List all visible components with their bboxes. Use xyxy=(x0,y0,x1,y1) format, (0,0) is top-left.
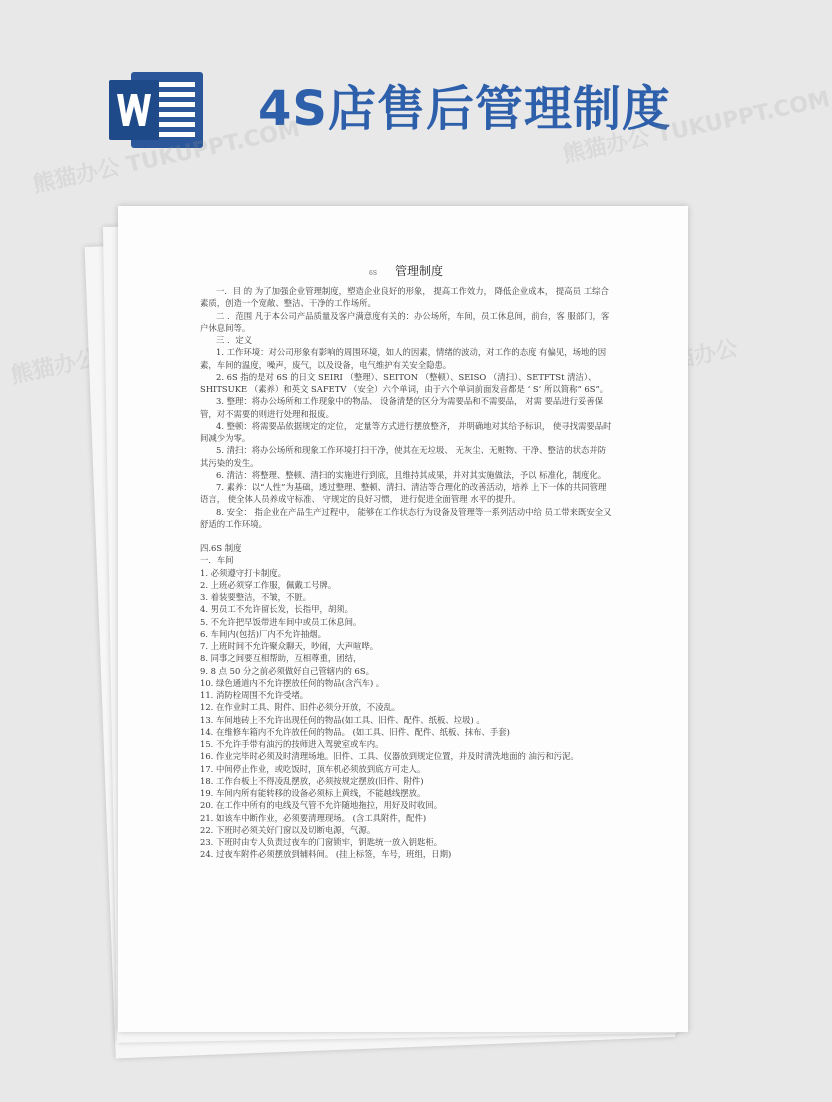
list-item: 16. 作业完毕时必须及时清理场地。旧件、工具、仪器放到规定位置，并及时清洗地面的 油污和污泥。 xyxy=(200,751,579,762)
list-item: 22. 下班时必须关好门窗以及切断电源，气源。 xyxy=(200,824,376,835)
paragraph-scope: 二 ．范围 凡于本公司产品质量及客户满意度有关的：办公场所，车间，员工休息间，前台，客 服部门，客户休息间等。 xyxy=(200,310,610,333)
document-title-text: 管理制度 xyxy=(394,264,443,278)
watermark-text: 熊猫办公 TUKUPPT.COM xyxy=(30,116,303,198)
list-item: 17. 中间停止作业，或吃饭时，顶车机必须放到底方可走人。 xyxy=(200,763,426,774)
paragraph-definition-7: 7. 素养：以“人性”为基础，透过整理、整顿、清扫、清洁等合理化的改善活动，培养 上下一体的共同管理语言， 使全体人员养成守标准、 守规定的良好习惯， 进行促进全面管理 水平的提升。 xyxy=(200,482,607,505)
document-title xyxy=(200,262,612,283)
header-banner xyxy=(0,0,780,200)
list-item: 18. 工作台板上不得凌乱摆放，必须按规定摆放(旧件、附件) xyxy=(200,775,424,786)
rules-list xyxy=(200,567,612,861)
paragraph-definition-3: 3. 整理：将办公场所和工作现象中的物品、 设备清楚的区分为需要品和不需要品， 对需 要品进行妥善保管，对不需要的则进行处理和报废。 xyxy=(200,396,604,419)
list-item: 2. 上班必须穿工作服，佩戴工号牌。 xyxy=(200,579,337,590)
list-item: 7. 上班时间不允许聚众聊天，吵闹，大声喧哗。 xyxy=(200,641,379,651)
list-item: 11. 消防栓周围不允许受堵。 xyxy=(200,690,309,700)
list-item: 15. 不允许手带有油污的技师进入驾驶室或车内。 xyxy=(200,739,384,749)
list-item: 1. 必须遵守打卡制度。 xyxy=(200,567,287,578)
paragraph-definition-6: 6. 清洁：将整理、整顿、清扫的实施进行到底，且维持其成果，并对其实施做法，予以 标准化，制度化。 xyxy=(216,469,607,480)
paragraph-definition-1: 1. 工作环境：对公司形象有影响的周围环境，如人的因素，情绪的波动，对工作的态度 有偏见，场地的因素，车间的温度，噪声，废气，以及设备，电气维护有关安全隐患。 xyxy=(200,347,607,370)
paragraph-purpose: 一．目 的 为了加强企业管理制度，塑造企业良好的形象， 提高工作效力， 降低企业成本， 提高员 工综合素质，创造一个宽敞、整洁、干净的工作场所。 xyxy=(200,286,609,309)
list-item: 12. 在作业时工具、附件、旧件必须分开放，不凌乱。 xyxy=(200,702,401,713)
section-heading: 四.6S 制度 xyxy=(200,543,242,553)
list-item: 14. 在维修车箱内不允许放任何的物品。 (如工具、旧件、配件、纸板、抹布、手套) xyxy=(200,726,510,737)
list-item: 5. 不允许把早饭带进车间中或员工休息间。 xyxy=(200,616,362,627)
list-item: 24. 过夜车附件必须摆放到辅料间。 (挂上标签，车号，班组，日期) xyxy=(200,849,452,860)
list-item: 6. 车间内(包括)厂内不允许抽烟。 xyxy=(200,628,327,639)
sub-heading: 一．车间 xyxy=(200,555,234,566)
list-item: 20. 在工作中所有的电线及气管不允许随地拖拉，用好及时收回。 xyxy=(200,800,443,811)
list-item: 10. 绿色通道内不允许摆放任何的物品(含汽车) 。 xyxy=(200,677,385,688)
document-title-prefix: 6S xyxy=(369,270,377,277)
page-title: 4S店售后管理制度 xyxy=(258,81,671,137)
paragraph-definition-5: 5. 清扫：将办公场所和现象工作环境打扫干净，使其在无垃圾、 无灰尘、无赃物、干净、整洁的状态并防其污染的发生。 xyxy=(200,445,607,468)
paragraph-definition-4: 4. 整顿：将需要品依据规定的定位， 定量等方式进行摆放整齐， 并明确地对其给予标识， 使寻找需要品时间减少为零。 xyxy=(200,420,612,443)
list-item: 13. 车间地砖上不允许出现任何的物品(如工具、旧件、配件、纸板、垃圾) 。 xyxy=(200,714,485,725)
document-body xyxy=(200,262,612,861)
watermark-text: 熊猫办公 xyxy=(648,336,741,379)
watermark-text: 熊猫办公 xyxy=(8,346,101,389)
watermark-text: 熊猫办公 TUKUPPT.COM xyxy=(560,86,832,168)
paragraph-definition-8: 8. 安全： 指企业在产品生产过程中， 能够在工作状态行为设备及管理等一系列活动中给 员工带来既安全又舒适的工作环境。 xyxy=(200,506,612,529)
list-item: 3. 着装要整洁，不皱，不脏。 xyxy=(200,592,312,602)
list-item: 8. 同事之间要互相帮助，互相尊重，团结， xyxy=(200,653,362,664)
list-item: 19. 车间内所有能转移的设备必须标上黄线，不能越线摆放。 xyxy=(200,788,426,798)
list-item: 4. 男员工不允许留长发，长指甲，胡须。 xyxy=(200,604,354,615)
word-document-icon xyxy=(107,68,207,152)
paragraph-definition-heading: 三 ．定义 xyxy=(216,335,253,345)
paragraph-definition-2: 2. 6S 指的是对 6S 的日文 SEIRI （整理）、SEITON （整顿）、SEISO （清扫）、SETFTSt 清洁）、SHITSUKE （素养）和英文 SAFETV （安全）六个单词，由于六个单词前面发音都是 ‘ S’ 所以简称“ 6S”。 xyxy=(200,371,609,394)
list-item: 23. 下班时由专人负责过夜车的门窗锁牢，钥匙统一放入钥匙柜。 xyxy=(200,837,443,847)
list-item: 9. 8 点 50 分之前必须做好自己管辖内的 6S。 xyxy=(200,665,374,676)
list-item: 21. 如该车中断作业，必须要清理现场。 (含工具附件，配件) xyxy=(200,812,427,823)
